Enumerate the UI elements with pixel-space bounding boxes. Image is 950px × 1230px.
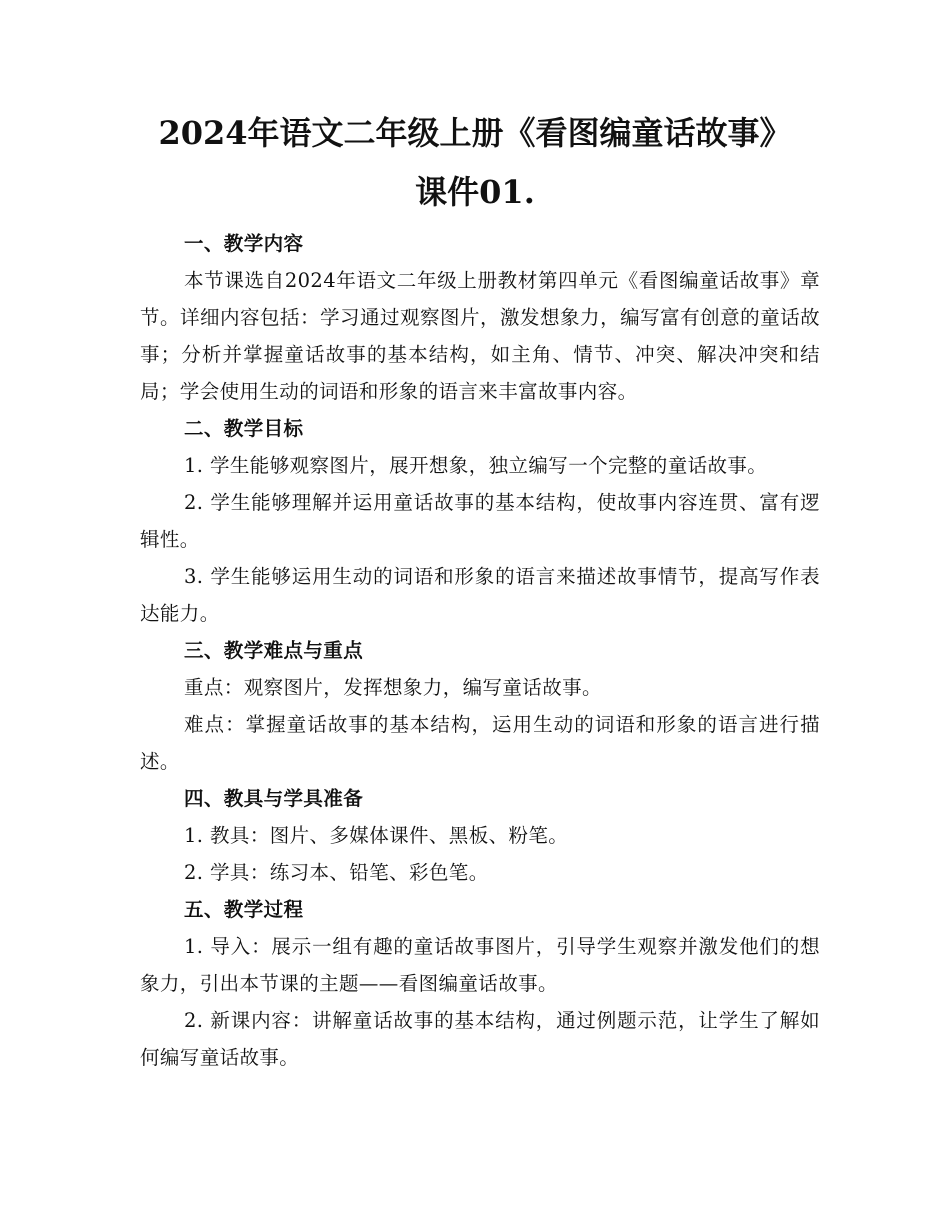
objective-item-2: 2. 学生能够理解并运用童话故事的基本结构，使故事内容连贯、富有逻辑性。: [140, 491, 820, 551]
process-step-2: 2. 新课内容：讲解童话故事的基本结构，通过例题示范，让学生了解如何编写童话故事。: [140, 1009, 820, 1069]
document-title-line-1: 2024年语文二年级上册《看图编童话故事》: [158, 114, 792, 152]
section-heading-objectives: 二、教学目标: [184, 417, 304, 440]
document-body: [140, 225, 820, 1076]
section-heading-materials: 四、教具与学具准备: [184, 787, 364, 810]
section-heading-key-points: 三、教学难点与重点: [184, 639, 364, 662]
key-point-focus: 重点：观察图片，发挥想象力，编写童话故事。: [184, 676, 602, 699]
objective-item-1: 1. 学生能够观察图片，展开想象，独立编写一个完整的童话故事。: [184, 454, 768, 477]
section-heading-process: 五、教学过程: [184, 898, 304, 921]
materials-item-2: 2. 学具：练习本、铅笔、彩色笔。: [184, 861, 489, 884]
paragraph-content-description: 本节课选自2024年语文二年级上册教材第四单元《看图编童话故事》章节。详细内容包括：学习通过观察图片，激发想象力，编写富有创意的童话故事；分析并掌握童话故事的基本结构，如主角、情节、冲突、解决冲突和结局；学会使用生动的词语和形象的语言来丰富故事内容。: [140, 269, 820, 403]
document-title-line-2: 课件01.: [415, 173, 535, 211]
section-heading-content: 一、教学内容: [184, 232, 304, 255]
process-step-1: 1. 导入：展示一组有趣的童话故事图片，引导学生观察并激发他们的想象力，引出本节课的主题——看图编童话故事。: [140, 935, 820, 995]
key-point-difficulty: 难点：掌握童话故事的基本结构，运用生动的词语和形象的语言进行描述。: [140, 713, 820, 773]
objective-item-3: 3. 学生能够运用生动的词语和形象的语言来描述故事情节，提高写作表达能力。: [140, 565, 820, 625]
materials-item-1: 1. 教具：图片、多媒体课件、黑板、粉笔。: [184, 824, 569, 847]
